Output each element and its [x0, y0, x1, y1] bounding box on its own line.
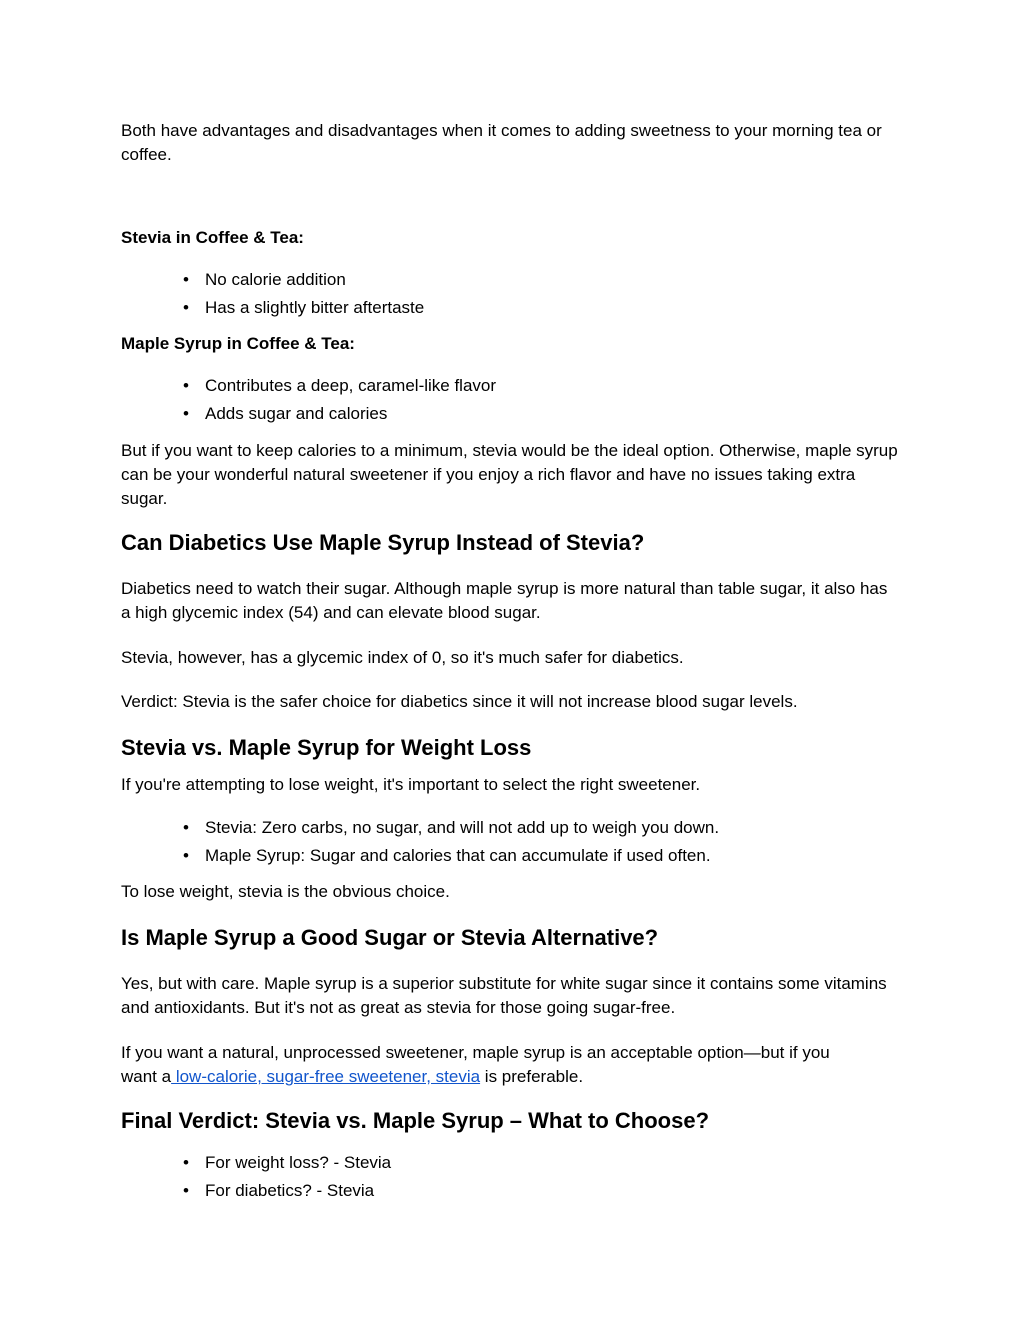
bullet: • — [183, 846, 189, 865]
list-item — [183, 816, 720, 840]
weight-loss-intro: If you're attempting to lose weight, it's important to select the right sweetener. — [121, 775, 701, 794]
list-item-text: Maple Syrup: Sugar and calories that can accumulate if used often. — [205, 846, 711, 865]
final-verdict-heading: Final Verdict: Stevia vs. Maple Syrup – What to Choose? — [121, 1108, 710, 1133]
diabetics-paragraph-1: Diabetics need to watch their sugar. Although maple syrup is more natural than table sugar, it also has a high glycemic index (54) and can elevate blood sugar. — [121, 579, 888, 622]
bullet: • — [183, 404, 189, 423]
list-item — [183, 268, 346, 292]
list-item — [183, 374, 497, 398]
bullet: • — [183, 818, 189, 837]
list-item — [183, 1179, 375, 1203]
intro-paragraph: Both have advantages and disadvantages when it comes to adding sweetness to your morning tea or coffee. — [121, 121, 882, 164]
list-item — [183, 1151, 392, 1175]
maple-coffee-heading: Maple Syrup in Coffee & Tea: — [121, 334, 355, 353]
alternative-paragraph-1: Yes, but with care. Maple syrup is a superior substitute for white sugar since it contains some vitamins and antioxidants. But it's not as great as stevia for those going sugar-free. — [121, 974, 887, 1017]
weight-loss-outro: To lose weight, stevia is the obvious choice. — [121, 882, 450, 901]
sweetener-link[interactable]: low-calorie, sugar-free sweetener, stevia — [171, 1067, 481, 1086]
bullet: • — [183, 298, 189, 317]
list-item-text: Contributes a deep, caramel-like flavor — [205, 376, 497, 395]
list-item-text: For diabetics? - Stevia — [205, 1181, 375, 1200]
weight-loss-heading: Stevia vs. Maple Syrup for Weight Loss — [121, 735, 532, 760]
diabetics-verdict: Verdict: Stevia is the safer choice for diabetics since it will not increase blood sugar levels. — [121, 692, 798, 711]
alternative-p2-suffix: is preferable. — [480, 1067, 584, 1086]
list-item-text: Stevia: Zero carbs, no sugar, and will not add up to weigh you down. — [205, 818, 720, 837]
list-item — [183, 296, 425, 320]
coffee-conclusion-paragraph: But if you want to keep calories to a minimum, stevia would be the ideal option. Otherwise, maple syrup can be your wonderful natural sweetener if you enjoy a rich flavor and have no issues taking extra sugar. — [121, 441, 898, 508]
bullet: • — [183, 1181, 189, 1200]
diabetics-paragraph-2: Stevia, however, has a glycemic index of 0, so it's much safer for diabetics. — [121, 648, 684, 667]
alternative-p2-prefix: want a — [121, 1067, 172, 1086]
list-item-text: Has a slightly bitter aftertaste — [205, 298, 425, 317]
bullet: • — [183, 376, 189, 395]
alternative-heading: Is Maple Syrup a Good Sugar or Stevia Alternative? — [121, 925, 659, 950]
alternative-p2-line1: If you want a natural, unprocessed sweetener, maple syrup is an acceptable option—but if you — [121, 1043, 830, 1062]
list-item — [183, 402, 388, 426]
list-item-text: No calorie addition — [205, 270, 346, 289]
list-item-text: For weight loss? - Stevia — [205, 1153, 392, 1172]
alternative-paragraph-2 — [121, 1041, 901, 1089]
list-item-text: Adds sugar and calories — [205, 404, 388, 423]
bullet: • — [183, 1153, 189, 1172]
diabetics-heading: Can Diabetics Use Maple Syrup Instead of Stevia? — [121, 530, 645, 555]
stevia-coffee-heading: Stevia in Coffee & Tea: — [121, 228, 304, 247]
list-item — [183, 844, 711, 868]
bullet: • — [183, 270, 189, 289]
